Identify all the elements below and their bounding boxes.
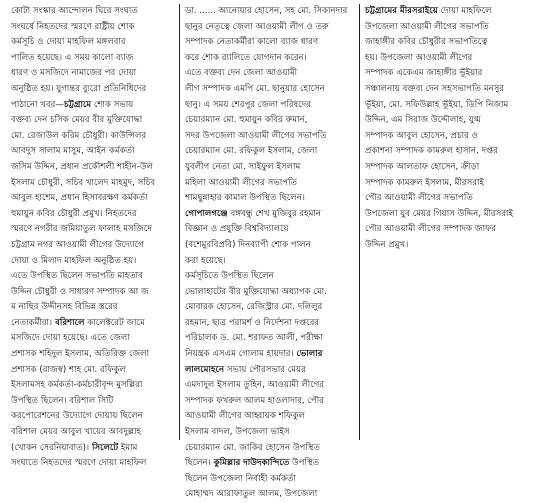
location-heading: লালমোহনে	[185, 364, 225, 375]
text-line: ছিলেন উপজেলা নির্বাহী কর্মকর্তা	[185, 473, 296, 484]
text-span: সভায় পৌরসভার মেয়র	[224, 364, 306, 375]
text-span: ছিলেন।	[185, 458, 211, 469]
location-heading: সিলেটে	[89, 442, 119, 453]
text-line: মোহাম্মদ আরাফাতুল আলম, উপজেলা	[185, 489, 318, 500]
text-line: দোয়া ও মিলাদ মাহফিল অনুষ্ঠিত হয়।	[11, 255, 137, 266]
text-line: সম্পাদক নেতাকর্মীরা কালো ব্যাজ ধারণ	[185, 37, 319, 48]
text-line: কোটা সংস্কার আন্দোলন ঘিরে সংঘাত	[11, 6, 138, 16]
text-line: মহিলা আওয়ামী লীগের সভাপতি	[185, 177, 297, 188]
text-line: বিজ্ঞান ও প্রযুক্তি বিশ্ববিদ্যালয়ে	[185, 224, 289, 235]
text-line: সম্পাদক আলতাফ হোসেন, ক্রীড়া	[365, 161, 480, 172]
text-span: ইমাম	[118, 442, 138, 453]
text-line: জসিম উদ্দিন, প্রধান প্রকৌশলী শাহীন-উল	[11, 161, 153, 172]
text-line: ছানু। এ সময় শেরপুর জেলা পরিষদের	[185, 99, 311, 110]
text-line: পৌর আওয়ামী লীগের সভাপতি	[365, 193, 473, 204]
text-span: (খোকন সেরনিয়াবাত)।	[11, 442, 90, 453]
text-line: এতে বক্তব্য দেন জেলা আওয়ামী	[185, 68, 298, 79]
text-line: কর্মসূচিতে উপস্থিত ছিলেন	[185, 271, 274, 282]
text-line: কর্মসূচি ও দোয়া মাহফিল মঙ্গলবার	[11, 37, 126, 48]
text-span: নেতাকর্মীরা।	[11, 317, 53, 328]
text-line: যুবলীগ নেতা মো. সাইফুল ইসলাম	[185, 161, 301, 172]
text-span: উপস্থিত	[289, 458, 320, 469]
text-line: ভোলাহাটের বীর মুক্তিযোদ্ধা অধ্যাপক মো.	[185, 286, 327, 297]
text-line: লীগ সম্পাদক এমপি মো. ছানুয়ার হোসেন	[185, 83, 325, 94]
text-span: বঙ্গবন্ধু শেখ মুজিবুর রহমান	[227, 208, 322, 219]
location-heading: কুমিল্লার দাউদকান্দিতে	[210, 458, 290, 469]
text-line: ইসলামসহ কর্মকর্তা-কর্মচারীবৃন্দ মুসল্লিরা	[11, 380, 143, 391]
text-line: এমদাদুল ইসলাম তুহিন, আওয়ামী লীগের	[185, 380, 325, 391]
text-line: ভূঁইয়া, মো. সফিউল্লাহ ভূঁইয়া, ডিপি নিজাম	[365, 99, 509, 110]
text-line: এতে উপস্থিত ছিলেন সভাপতি মাহতাব	[11, 271, 143, 282]
text-line: হয়। উপজেলা আওয়ামী লীগের	[365, 52, 473, 63]
text-line: জাহাঙ্গীর কবির চৌধুরীর সভাপতিত্বে	[365, 37, 488, 48]
text-line: সম্পাদক আবুল হোসেন, প্রচার ও	[365, 130, 478, 141]
text-line	[11, 98, 174, 114]
text-line: চেয়ারম্যান মো. জাকির হোসেন উপস্থিত	[185, 442, 320, 453]
text-line: প্রশাসক (রাজস্ব) শাহ মো. রফিকুল	[11, 364, 126, 375]
text-line: আওয়ামী লীগের আহ্বায়ক শফিকুল	[185, 411, 305, 422]
text-line: চট্টগ্রাম নগর আওয়ামী লীগের উদ্যোগে	[11, 239, 144, 250]
text-line: স্মরণে নগরীর জমিয়াতুল ফালাহ মসজিদে	[11, 224, 152, 235]
text-line: সম্পাদক একেএম জাহাঙ্গীর ভূঁইয়ার	[365, 68, 483, 79]
text-line: সম্পাদক ফখরুল আলম হাওলাদার, পৌর	[185, 395, 324, 406]
text-line: (বশেমুরবিপ্রবি) দিনব্যাপী শোক পালন	[185, 239, 311, 250]
text-line	[365, 4, 529, 20]
text-line: ইসলাম বাদল, উপজেলা ভাইস	[185, 427, 290, 438]
text-line: আবদুস সালাম মাসুম, আইন কর্মকর্তা	[11, 146, 135, 157]
article-column-2	[180, 4, 360, 500]
text-line: বরিশাল মেয়র আবুল খায়ের আবদুল্লাহ	[11, 427, 141, 438]
text-line: উপজেলা যুব মেয়র গিয়াস উদ্দিন, মীরসরাই	[365, 208, 514, 219]
text-line: উপজেলা আওয়ামী লীগের সভাপতি	[365, 21, 489, 32]
text-line: আবুল হাশেম, প্রধান হিসাবরক্ষণ কর্মকর্তা	[11, 193, 148, 204]
text-line: হুমায়ুন কবির চৌধুরী প্রমুখ। নিহতদের	[11, 208, 137, 219]
text-line: করে শোক র‍্যালিতে যোগদান করেন।	[185, 52, 307, 63]
text-line	[185, 456, 354, 472]
text-line: উদ্দিন, এম সিরাজ উদ্দৌলাহ, যুগ্ম	[365, 115, 481, 126]
text-line: সম্পাদক কামরুল ইসলাম, মীরসরাই	[365, 177, 484, 188]
text-line: রহমান, ছাত্র পরামর্শ ও নির্দেশনা দপ্তরের	[185, 317, 320, 328]
text-span: দোয়া মাহফিলে	[437, 6, 492, 16]
text-line: করা হয়েছে।	[185, 255, 226, 266]
text-line	[185, 347, 354, 363]
text-line: চেয়ারম্যান মো. হুমায়ুন কবির রুমান,	[185, 115, 308, 126]
text-line	[11, 316, 174, 332]
text-span: কালেক্টরেট জামে	[84, 317, 145, 328]
text-line: উদ্দিন প্রমুখ।	[365, 239, 409, 250]
text-line: সংঘর্ষে নিহতদের স্মরণে রাষ্ট্রীয় শোক	[11, 21, 135, 32]
text-line: প্রশাসক শহিদুল ইসলাম, অতিরিক্ত জেলা	[11, 349, 150, 360]
text-line: ডা. ...... আনোয়ার হোসেন, সহ মো. সিকানদার	[185, 6, 348, 16]
location-heading: ভোলার	[293, 349, 323, 360]
text-line	[185, 363, 354, 379]
text-span: নিয়ন্ত্রক এসএম গোলাম হায়দার।	[185, 349, 294, 360]
text-line: সঞ্চালনায় বক্তব্য দেন সহসভাপতি মনসুর	[365, 83, 505, 94]
text-line: পালিত হয়েছে। এ সময় কালো ব্যাজ	[11, 52, 134, 63]
text-line: মোবারক হোসেন, রেজিস্ট্রার মো. দলিলুর	[185, 302, 323, 313]
text-line: মো. রেজাউল করিম চৌধুরী। কাউন্সিলর	[11, 130, 147, 141]
text-line	[185, 207, 354, 223]
text-line: মসজিদে দোয়া হয়েছে। এতে জেলা	[11, 333, 130, 344]
text-line: ধারণ ও মসজিদে নামাজের পর দোয়া	[11, 68, 137, 79]
location-heading: চট্টগ্রামের মীরসরাইয়ে	[365, 6, 438, 16]
text-line: ছানুর নেতৃত্বে জেলা আওয়ামী লীগ ও তরু	[185, 21, 329, 32]
text-line: প্রকাশনা সম্পাদক কামরুল হাসান, দপ্তর	[365, 146, 498, 157]
text-span: পাঠানো খবর—	[11, 99, 64, 110]
text-line: করপোরেশনের উদ্যোগে দোয়ায় ছিলেন	[11, 411, 143, 422]
text-line: চেয়ারম্যান মো. রফিকুল ইসলাম, জেলা	[185, 146, 318, 157]
text-line: পৌর আওয়ামী লীগের সম্পাদক জাফর	[365, 224, 497, 235]
text-line: সংঘাতে নিহতদের স্মরণে দোয়া মাহফিল	[11, 458, 147, 469]
text-line: শামছুন্নাহার কামাল উপস্থিত ছিলেন।	[185, 193, 305, 204]
text-line: উদ্দিন চৌধুরী ও সাধারণ সম্পাদক আ জ	[11, 286, 149, 297]
location-heading: বরিশালে	[52, 317, 85, 328]
article-column-3	[360, 4, 534, 440]
text-line: বক্তব্য দেন চসিক মেয়র বীর মুক্তিযোদ্ধা	[11, 115, 143, 126]
text-line: ম নাছির উদ্দীনসহ বিভিন্ন স্তরের	[11, 302, 118, 313]
text-line: উপস্থিত ছিলেন। বরিশাল সিটি	[11, 395, 114, 406]
text-line: সদর উপজেলা আওয়ামী লীগের সভাপতি	[185, 130, 327, 141]
text-line	[11, 441, 174, 457]
location-heading: গোপালগঞ্জে	[185, 208, 228, 219]
article-column-1	[6, 4, 180, 469]
text-span: শোক সভায়	[91, 99, 134, 110]
text-line: পরিচালক ড. মো. শরাফত আলী, পরীক্ষা	[185, 333, 323, 344]
text-line: ইসলাম চৌধুরী, সচিব খালেদ মাহমুদ, সচিব	[11, 177, 156, 188]
location-heading: চট্টগ্রামে	[63, 99, 92, 110]
text-line: অনুষ্ঠিত হয়। যুগান্তর ব্যুরো প্রতিনিধিদের	[11, 83, 147, 94]
